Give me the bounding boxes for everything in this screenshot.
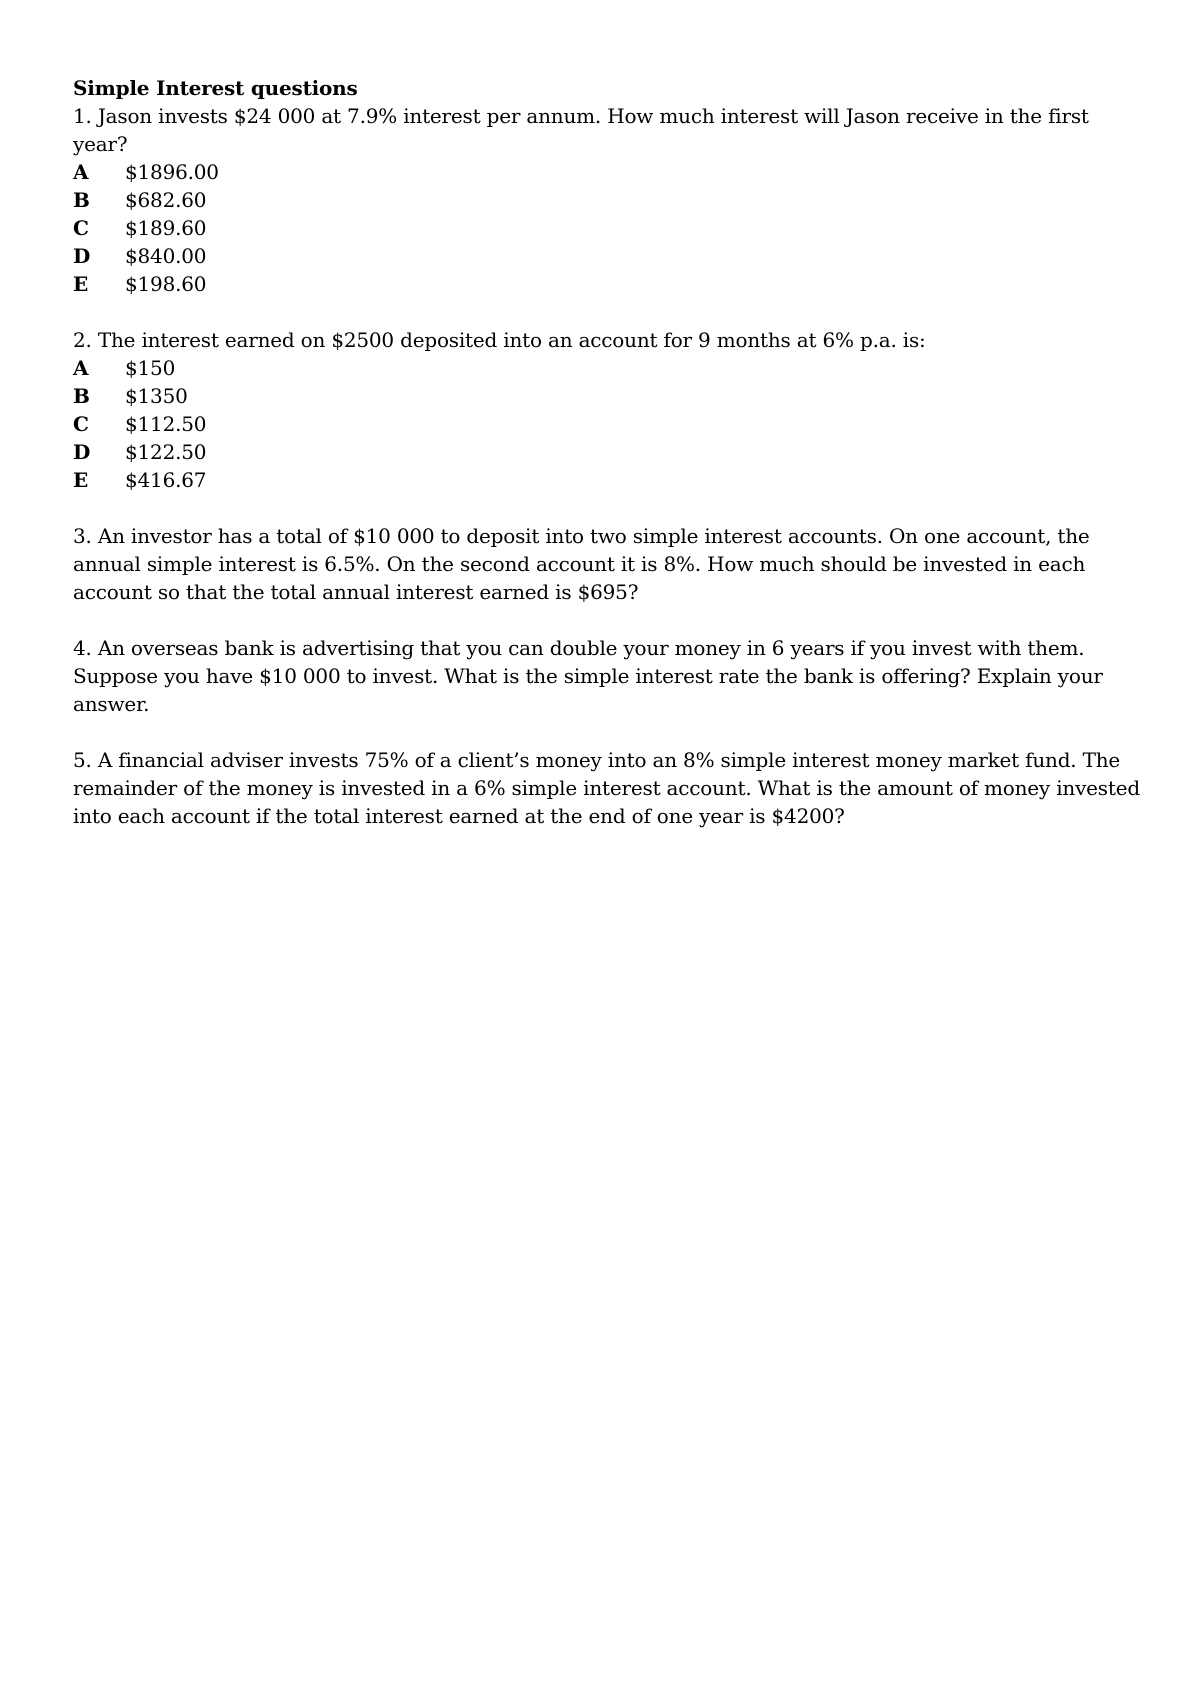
option-row [73, 158, 1143, 186]
option-row [73, 382, 1143, 410]
option-value: $189.60 [125, 216, 207, 240]
question-4-text: 4. An overseas bank is advertising that you can double your money in 6 years if you invest with them. Suppose you have $10 000 to invest. What is the simple interest rate the bank is offering? Explain your answer. [73, 636, 1103, 716]
option-value: $112.50 [125, 412, 207, 436]
option-value: $1896.00 [125, 160, 219, 184]
option-letter: A [73, 160, 89, 184]
option-letter: B [73, 188, 90, 212]
option-row [73, 242, 1143, 270]
question-3-text: 3. An investor has a total of $10 000 to deposit into two simple interest accounts. On one account, the annual simple interest is 6.5%. On the second account it is 8%. How much should be invested in each account so that the total annual interest earned is $695? [73, 524, 1090, 604]
document-content [73, 74, 1143, 858]
option-row [73, 410, 1143, 438]
option-row [73, 270, 1143, 298]
question-1-options [73, 158, 1143, 298]
option-value: $198.60 [125, 272, 207, 296]
option-letter: A [73, 356, 89, 380]
option-value: $1350 [125, 384, 188, 408]
option-value: $682.60 [125, 188, 207, 212]
question-1 [73, 102, 1143, 298]
question-1-text: 1. Jason invests $24 000 at 7.9% interest per annum. How much interest will Jason receive in the first year? [73, 104, 1089, 156]
option-letter: C [73, 412, 89, 436]
option-letter: C [73, 216, 89, 240]
question-3 [73, 522, 1143, 606]
option-row [73, 354, 1143, 382]
option-letter: E [73, 272, 89, 296]
question-2-options [73, 354, 1143, 494]
question-4 [73, 634, 1143, 718]
option-value: $122.50 [125, 440, 207, 464]
document-title: Simple Interest questions [73, 76, 358, 100]
option-row [73, 186, 1143, 214]
question-5-text: 5. A financial adviser invests 75% of a client’s money into an 8% simple interest money market fund. The remainder of the money is invested in a 6% simple interest account. What is the amount of money invested into each account if the total interest earned at the end of one year is $4200? [73, 748, 1140, 828]
option-letter: E [73, 468, 89, 492]
option-row [73, 214, 1143, 242]
option-letter: D [73, 244, 91, 268]
option-row [73, 466, 1143, 494]
option-letter: B [73, 384, 90, 408]
option-value: $416.67 [125, 468, 207, 492]
question-5 [73, 746, 1143, 830]
option-value: $150 [125, 356, 176, 380]
option-letter: D [73, 440, 91, 464]
question-2-text: 2. The interest earned on $2500 deposited into an account for 9 months at 6% p.a. is: [73, 328, 926, 352]
option-value: $840.00 [125, 244, 207, 268]
option-row [73, 438, 1143, 466]
question-2 [73, 326, 1143, 494]
